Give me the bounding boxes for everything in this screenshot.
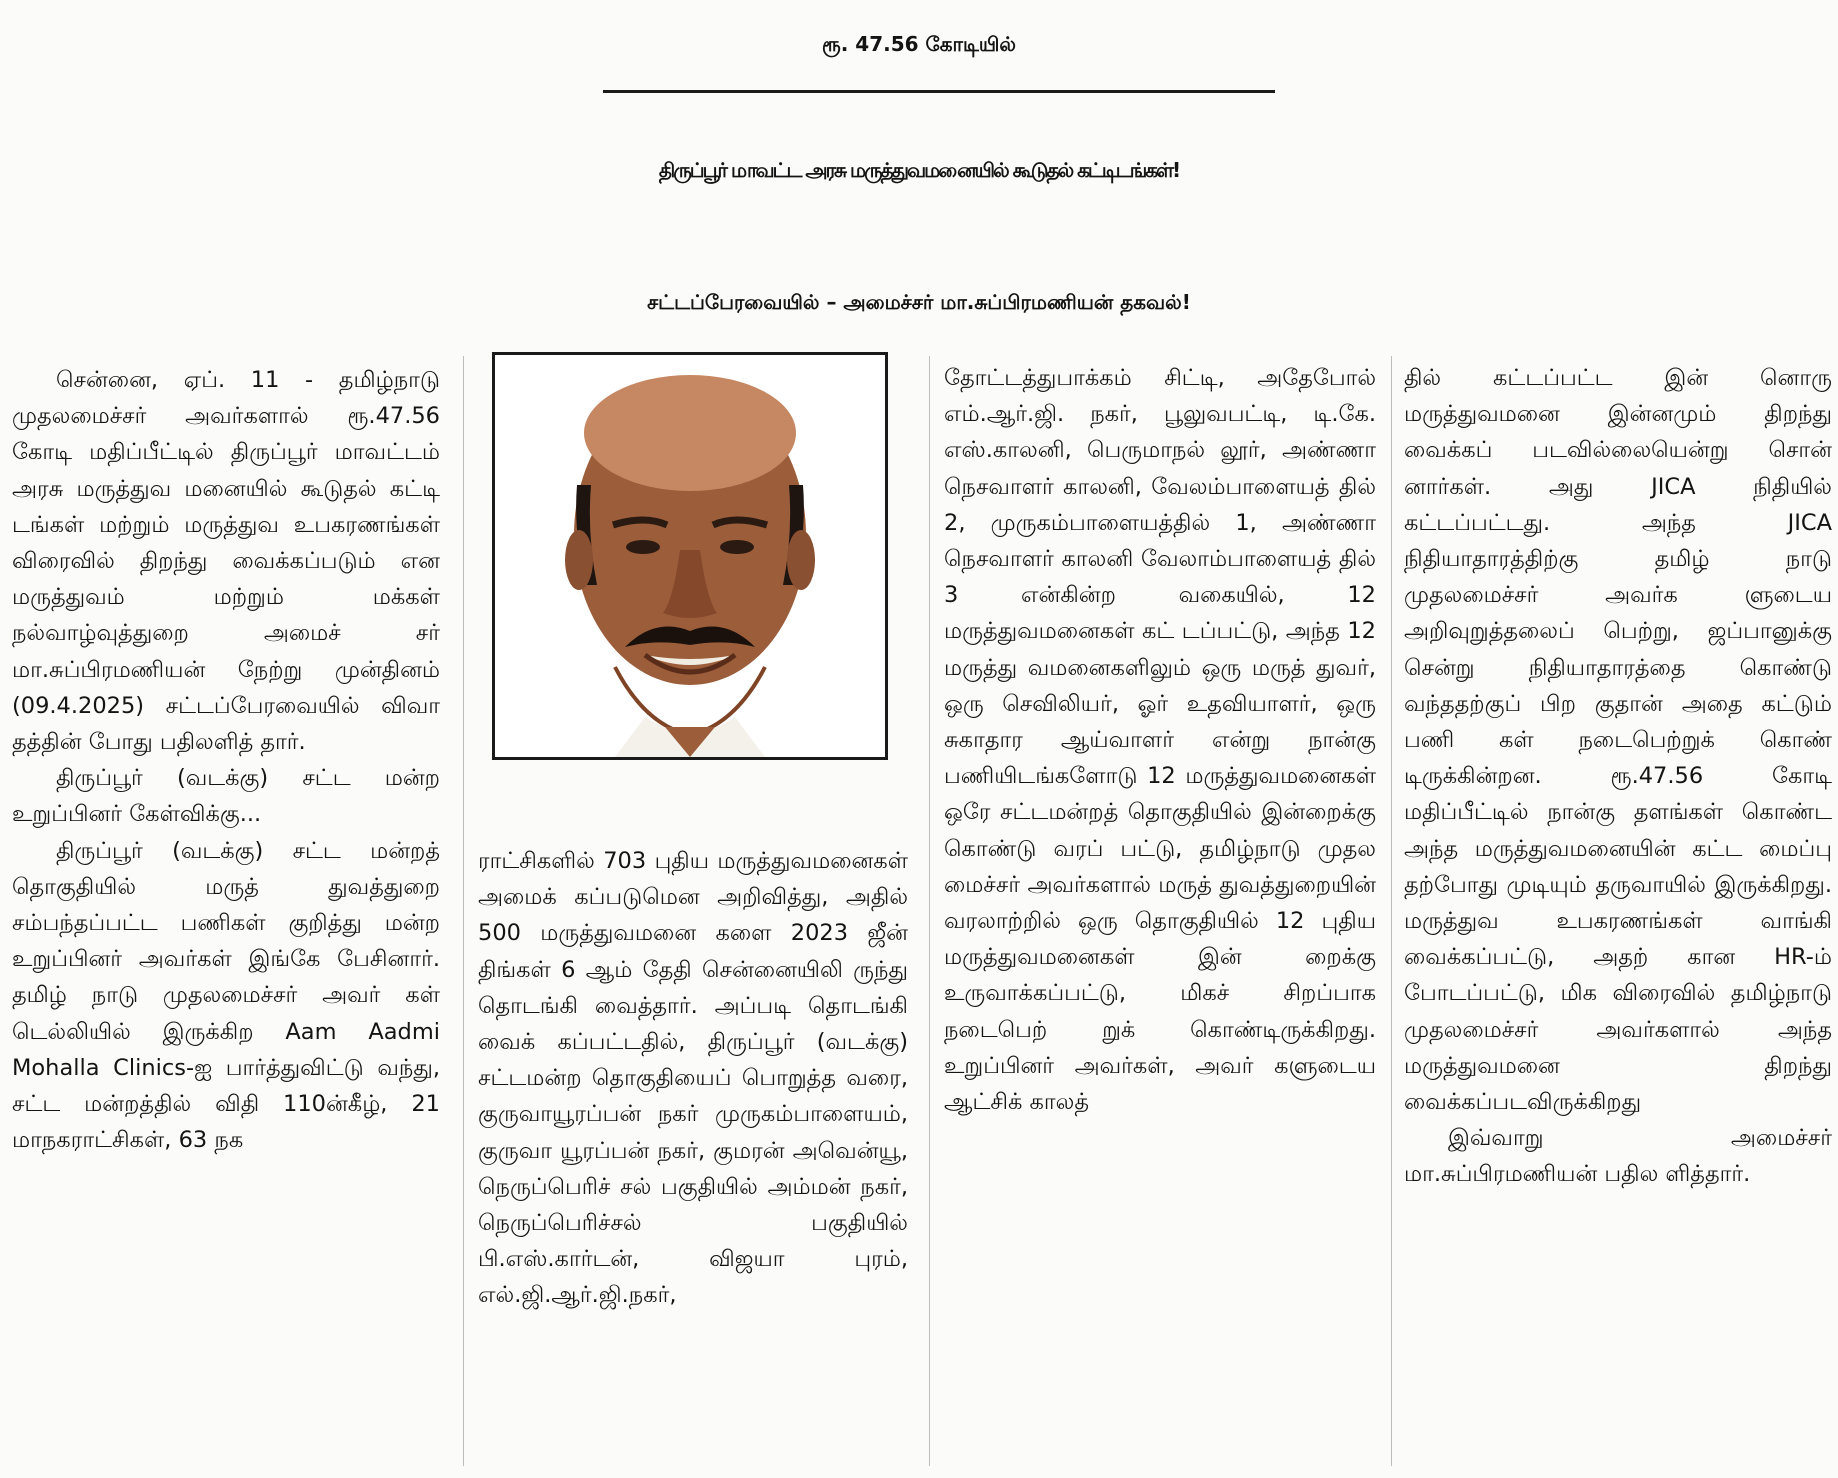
article-column-4 (1404, 360, 1832, 1193)
kicker-underline (603, 90, 1275, 93)
column-divider (463, 356, 464, 1466)
article-paragraph: சென்னை, ஏப். 11 - தமிழ்நாடு முதலமைச்சர் அவர்களால் ரூ.47.56 கோடி மதிப்பீட்டில் திருப்பூர் மாவட்டம் அரசு மருத்துவ மனையில் கூடுதல் கட்டி டங்கள் மற்றும் மருத்துவ உபகரணங்கள் விரைவில் திறந்து வைக்கப்படும் என மருத்துவம் மற்றும் மக்கள் நல்வாழ்வுத்துறை அமைச் சர் மா.சுப்பிரமணியன் நேற்று முன்தினம் (09.4.2025) சட்டப்பேரவையில் விவா தத்தின் போது பதிலளித் தார். (12, 367, 440, 756)
article-paragraph: தோட்டத்துபாக்கம் சிட்டி, அதேபோல் எம்.ஆர்.ஜி. நகர், பூலுவபட்டி, டி.கே. எஸ்.காலனி, பெருமாநல் லூர், அண்ணா நெசவாளர் காலனி, வேலம்பாளையத் தில் 2, முருகம்பாளையத்தில் 1, அண்ணா நெசவாளர் காலனி வேலாம்பாளையத் தில் 3 என்கின்ற வகையில், 12 மருத்துவமனைகள் கட் டப்பட்டு, அந்த 12 மருத்து வமனைகளிலும் ஒரு மருத் துவர், ஒரு செவிலியர், ஓர் உதவியாளர், ஒரு சுகாதார ஆய்வாளர் என்று நான்கு பணியிடங்களோடு 12 மருத்துவமனைகள் ஒரே சட்டமன்றத் தொகுதியில் இன்றைக்கு கொண்டு வரப் பட்டு, தமிழ்நாடு முதல மைச்சர் அவர்களால் மருத் துவத்துறையின் வரலாற்றில் ஒரு தொகுதியில் 12 புதிய மருத்துவமனைகள் இன் றைக்கு உருவாக்கப்பட்டு, மிகச் சிறப்பாக நடைபெற் றுக் கொண்டிருக்கிறது. உறுப்பினர் அவர்கள், அவர் களுடைய ஆட்சிக் காலத் (944, 365, 1376, 1116)
column-divider (1391, 356, 1392, 1466)
portrait-image (495, 355, 885, 757)
article-column-1 (12, 362, 440, 1158)
minister-photo (492, 352, 888, 760)
article-paragraph: தில் கட்டப்பட்ட இன் னொரு மருத்துவமனை இன்னமும் திறந்து வைக்கப் படவில்லையென்று சொன் னார்கள். அது JICA நிதியில் கட்டப்பட்டது. அந்த JICA நிதியாதாரத்திற்கு தமிழ் நாடு முதலமைச்சர் அவர்க ளுடைய அறிவுறுத்தலைப் பெற்று, ஜப்பானுக்கு சென்று நிதியாதாரத்தை கொண்டு வந்ததற்குப் பிற குதான் அதை கட்டும் பணி கள் நடைபெற்றுக் கொண் டிருக்கின்றன. ரூ.47.56 கோடி மதிப்பீட்டில் நான்கு தளங்கள் கொண்ட அந்த மருத்துவமனையின் கட்ட மைப்பு தற்போது முடியும் தருவாயில் இருக்கிறது. மருத்துவ உபகரணங்கள் வாங்கி வைக்கப்பட்டு, அதற் கான HR-ம் போடப்பட்டு, மிக விரைவில் தமிழ்நாடு முதலமைச்சர் அவர்களால் அந்த மருத்துவமனை திறந்து வைக்கப்படவிருக்கிறது (1404, 365, 1832, 1116)
article-paragraph: திருப்பூர் (வடக்கு) சட்ட மன்ற உறுப்பினர் கேள்விக்கு... (12, 765, 440, 828)
article-column-2 (478, 843, 908, 1314)
sub-headline: சட்டப்பேரவையில் – அமைச்சர் மா.சுப்பிரமணியன் தகவல்! (647, 290, 1191, 314)
article-paragraph: ராட்சிகளில் 703 புதிய மருத்துவமனைகள் அமைக் கப்படுமென அறிவித்து, அதில் 500 மருத்துவமனை களை 2023 ஜீன் திங்கள் 6 ஆம் தேதி சென்னையிலி ருந்து தொடங்கி வைத்தார். அப்படி தொடங்கி வைக் கப்பட்டதில், திருப்பூர் (வடக்கு) சட்டமன்ற தொகுதியைப் பொறுத்த வரை, குருவாயூரப்பன் நகர் முருகம்பாளையம், குருவா யூரப்பன் நகர், குமரன் அவென்யூ, நெருப்பெரிச் சல் பகுதியில் அம்மன் நகர், நெருப்பெரிச்சல் பகுதியில் பி.எஸ்.கார்டன், விஜயா புரம், எல்.ஜி.ஆர்.ஜி.நகர், (478, 848, 908, 1309)
article-paragraph: இவ்வாறு அமைச்சர் மா.சுப்பிரமணியன் பதில ளித்தார். (1404, 1125, 1832, 1188)
column-divider (929, 356, 930, 1466)
article-paragraph: திருப்பூர் (வடக்கு) சட்ட மன்றத் தொகுதியில் மருத் துவத்துறை சம்பந்தப்பட்ட பணிகள் குறித்து மன்ற உறுப்பினர் அவர்கள் இங்கே பேசினார். தமிழ் நாடு முதலமைச்சர் அவர் கள் டெல்லியில் இருக்கிற Aam Aadmi Mohalla Clinics-ஐ பார்த்துவிட்டு வந்து, சட்ட மன்றத்தில் விதி 110ன்கீழ், 21 மாநகராட்சிகள், 63 நக (12, 837, 440, 1154)
kicker-headline: ரூ. 47.56 கோடியில் (821, 32, 1017, 56)
article-column-3 (944, 360, 1376, 1120)
main-headline: திருப்பூர் மாவட்ட அரசு மருத்துவமனையில் கூடுதல் கட்டிடங்கள்! (658, 158, 1180, 182)
